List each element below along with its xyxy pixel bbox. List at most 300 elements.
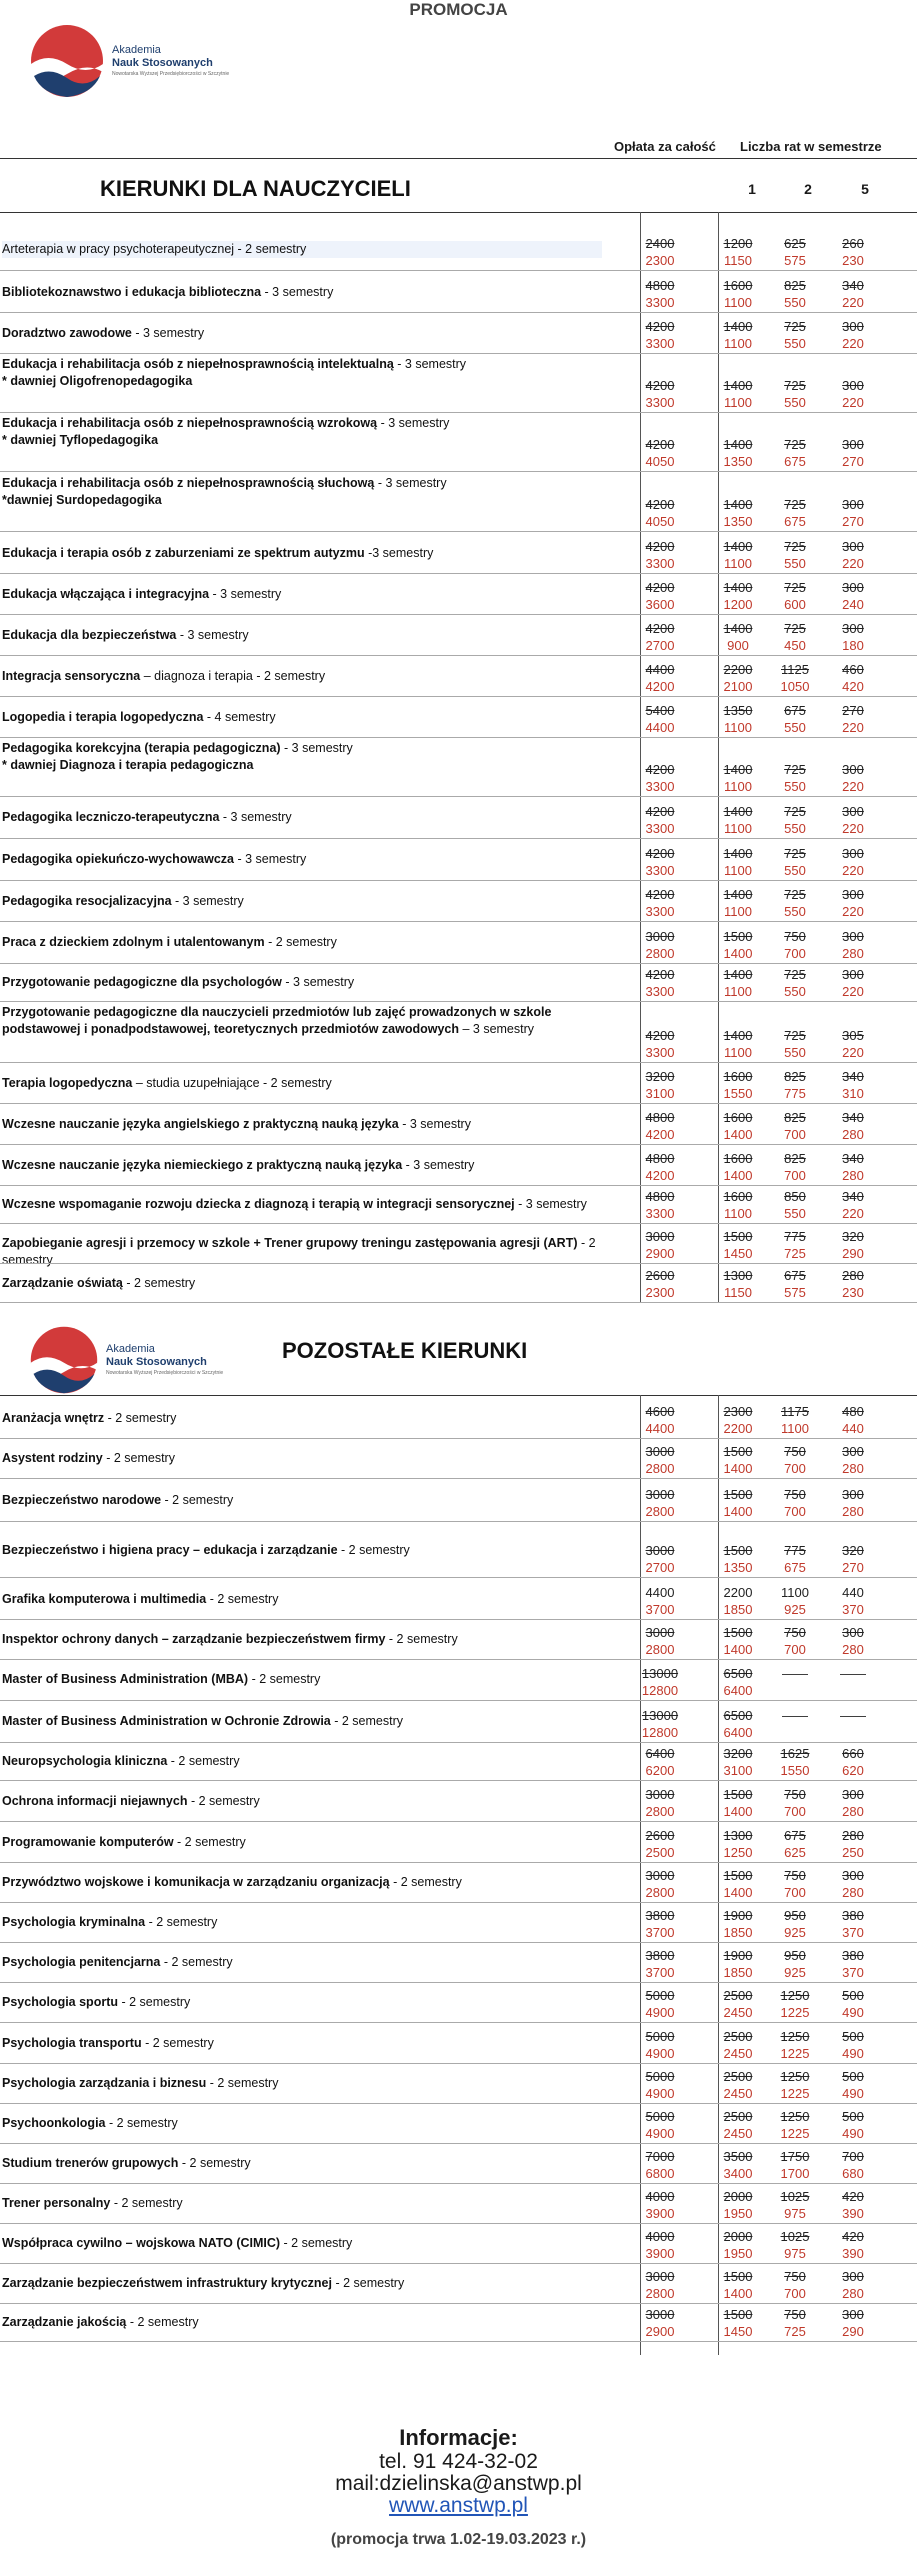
program-row <box>0 1822 917 1862</box>
new-price-installment-2: 550 <box>784 863 806 878</box>
new-price-installment-1: 1100 <box>724 1206 752 1221</box>
old-price-installment-1: 1400 <box>723 497 753 512</box>
program-duration: - 2 semestry <box>280 2235 353 2250</box>
program-row <box>0 1942 917 1982</box>
info-website-link[interactable]: www.anstwp.pl <box>389 2494 528 2517</box>
program-duration: - 2 semestry <box>252 668 326 683</box>
program-title: Bezpieczeństwo i higiena pracy – edukacja i zarządzanie <box>2 1542 338 1557</box>
program-name <box>2 1874 602 1891</box>
program-title: Doradztwo zawodowe <box>2 325 132 340</box>
old-price-total: 5000 <box>645 2069 675 2084</box>
new-price-installment-5: 290 <box>842 2324 864 2339</box>
program-name <box>2 1116 602 1133</box>
old-price-installment-2: 825 <box>784 1151 806 1166</box>
old-price-installment-2: 1250 <box>780 2029 810 2044</box>
program-name <box>2 934 602 951</box>
program-duration: - 3 semestry <box>402 1157 475 1172</box>
new-price-installment-1: 2450 <box>723 2005 753 2020</box>
logo2-line2: Nauk Stosowanych <box>106 1356 207 1369</box>
logo2-line1: Akademia <box>106 1343 155 1356</box>
old-price-total: 13000 <box>641 1666 679 1681</box>
new-price-installment-1: 1400 <box>723 1885 753 1900</box>
program-name <box>2 851 602 868</box>
new-price-installment-1: 1250 <box>723 1845 753 1860</box>
old-price-installment-5: 460 <box>842 662 864 677</box>
new-price-installment-5: 280 <box>842 2286 864 2301</box>
program-row <box>0 656 917 696</box>
old-price-total: 4800 <box>645 278 675 293</box>
program-duration: – 3 semestry <box>459 1022 535 1036</box>
program-row <box>0 1862 917 1902</box>
program-row <box>0 413 917 471</box>
old-price-total: 4200 <box>645 497 675 512</box>
old-price-total: 2600 <box>645 1268 675 1283</box>
old-price-total: 4200 <box>645 887 675 902</box>
old-price-installment-5: 380 <box>842 1948 864 1963</box>
new-price-total: 2300 <box>645 1285 675 1300</box>
program-title: Przygotowanie pedagogiczne dla nauczycieli przedmiotów lub zajęć prowadzonych w szkole podstawowej i ponadpodstawowej, teoretycznych przedmiotów zawodowych <box>2 1005 552 1036</box>
old-price-installment-5: 340 <box>842 1151 864 1166</box>
old-price-installment-5: 500 <box>842 2069 864 2084</box>
old-price-installment-5: 420 <box>842 2189 864 2204</box>
new-price-installment-5: 310 <box>842 1086 864 1101</box>
program-title: Wczesne nauczanie języka angielskiego z praktyczną nauką języka <box>2 1116 399 1131</box>
new-price-installment-1: 6400 <box>723 1725 753 1740</box>
new-price-installment-2: 675 <box>784 1560 806 1575</box>
new-price-installment-1: 1950 <box>723 2246 753 2261</box>
new-price-installment-2: 1100 <box>781 1421 809 1436</box>
program-title: Psychologia transportu <box>2 2035 142 2050</box>
program-name <box>2 1196 602 1213</box>
old-price-installment-2: 1625 <box>780 1746 810 1761</box>
new-price-installment-5: 230 <box>842 1285 864 1300</box>
new-price-installment-2: 775 <box>784 1086 806 1101</box>
program-name <box>2 1542 602 1559</box>
old-price-installment-2: 1250 <box>780 2109 810 2124</box>
program-title: Studium trenerów grupowych <box>2 2155 179 2170</box>
new-price-installment-1: 3100 <box>723 1763 753 1778</box>
new-price-installment-2: 550 <box>784 779 806 794</box>
new-price-installment-5: 680 <box>842 2166 864 2181</box>
program-title: Edukacja i rehabilitacja osób z niepełnosprawnością wzrokową <box>2 416 378 430</box>
new-price-total: 3700 <box>645 1602 675 1617</box>
program-name <box>2 241 602 258</box>
new-price-installment-5: 280 <box>842 1804 864 1819</box>
program-row <box>0 533 917 573</box>
old-price-installment-2: 1750 <box>780 2149 810 2164</box>
new-price-installment-1: 1100 <box>724 336 752 351</box>
old-price-installment-1: 1400 <box>723 319 753 334</box>
old-price-installment-2: 675 <box>784 703 806 718</box>
new-price-total: 2800 <box>645 1504 675 1519</box>
old-price-installment-1: 1900 <box>723 1948 753 1963</box>
program-row <box>0 574 917 614</box>
program-title: Zarządzanie bezpieczeństwem infrastruktury krytycznej <box>2 2275 332 2290</box>
old-price-installment-1: 1400 <box>723 887 753 902</box>
program-former-name: *dawniej Surdopedagogika <box>2 493 162 507</box>
new-price-installment-1: 1150 <box>724 1285 752 1300</box>
new-price-installment-2: 550 <box>784 1206 806 1221</box>
new-price-installment-1: 1200 <box>723 597 753 612</box>
old-price-installment-5: 380 <box>842 1908 864 1923</box>
program-row <box>0 2223 917 2263</box>
old-price-installment-2: 950 <box>784 1908 806 1923</box>
program-row <box>0 881 917 921</box>
program-row <box>0 1104 917 1144</box>
program-duration: - 3 semestry <box>398 1116 471 1131</box>
new-price-total: 4900 <box>645 2126 675 2141</box>
program-name <box>2 586 602 603</box>
old-price-total: 4200 <box>645 967 675 982</box>
program-duration: - 3 semestry <box>261 284 334 299</box>
new-price-installment-1: 1550 <box>723 1086 753 1101</box>
program-name <box>2 1793 602 1810</box>
new-price-installment-1: 1100 <box>724 904 752 919</box>
new-price-installment-1: 1100 <box>724 821 752 836</box>
program-name <box>2 475 602 509</box>
old-price-installment-1: 1500 <box>723 1625 753 1640</box>
old-price-installment-1: 1600 <box>723 1151 753 1166</box>
old-price-installment-1: 1400 <box>723 967 753 982</box>
old-price-installment-1: 3200 <box>723 1746 753 1761</box>
old-price-installment-1: 1300 <box>723 1268 753 1283</box>
program-title: Bibliotekoznawstwo i edukacja biblioteczna <box>2 284 262 299</box>
new-price-total: 12800 <box>641 1725 679 1740</box>
program-name <box>2 627 602 644</box>
old-price-installment-2: 850 <box>784 1189 806 1204</box>
new-price-total: 6800 <box>645 2166 675 2181</box>
section2-top-rule <box>0 1395 917 1396</box>
program-name <box>2 2235 602 2252</box>
old-price-installment-2: 725 <box>784 967 806 982</box>
program-duration: - 2 semestry <box>259 1075 332 1090</box>
program-row <box>0 839 917 880</box>
old-price-total: 3000 <box>645 1229 675 1244</box>
old-price-total: 6400 <box>645 1746 675 1761</box>
program-name <box>2 2035 602 2052</box>
new-price-installment-2: 700 <box>784 1504 806 1519</box>
old-price-installment-5: 300 <box>842 804 864 819</box>
installment-count-1: 1 <box>748 181 756 197</box>
new-price-installment-1: 6400 <box>723 1683 753 1698</box>
section1-title: KIERUNKI DLA NAUCZYCIELI <box>100 176 411 201</box>
program-title: Edukacja i rehabilitacja osób z niepełnosprawnością intelektualną <box>2 357 394 371</box>
new-price-total: 3300 <box>645 1045 675 1060</box>
old-price-total: 3000 <box>645 1787 675 1802</box>
old-price-installment-2: 750 <box>784 929 806 944</box>
old-price-total: 5000 <box>645 1988 675 2003</box>
program-duration: - 3 semestry <box>219 810 292 824</box>
program-duration: - 2 semestry <box>206 1591 279 1606</box>
old-price-total: 4800 <box>645 1110 675 1125</box>
old-price-installment-1: 1400 <box>723 437 753 452</box>
old-price-installment-5: —— <box>840 1708 866 1723</box>
new-price-installment-1: 1400 <box>723 1461 753 1476</box>
new-price-installment-5: 220 <box>842 395 864 410</box>
program-title: Ochrona informacji niejawnych <box>2 1793 188 1808</box>
program-title: Psychologia sportu <box>2 1994 118 2009</box>
old-price-installment-1: 1500 <box>723 1868 753 1883</box>
program-title: Psychologia zarządzania i biznesu <box>2 2075 207 2090</box>
installments-column-header: Liczba rat w semestrze <box>740 139 882 154</box>
program-title: Pedagogika opiekuńczo-wychowawcza <box>2 852 235 866</box>
program-duration: - 2 semestry <box>160 1954 233 1969</box>
old-price-installment-1: 1400 <box>723 1028 753 1043</box>
new-price-total: 3300 <box>645 295 675 310</box>
program-duration: - 2 semestry <box>331 2275 405 2290</box>
program-title: Zarządzanie jakością <box>2 2314 127 2329</box>
program-row <box>0 697 917 737</box>
program-row <box>0 313 917 353</box>
new-price-installment-1: 1400 <box>723 1504 753 1519</box>
old-price-installment-5: 300 <box>842 887 864 902</box>
program-duration: - 2 semestry <box>167 1753 240 1768</box>
new-price-installment-2: 725 <box>784 2324 806 2339</box>
program-name <box>2 1075 602 1092</box>
program-name <box>2 545 602 562</box>
new-price-total: 3300 <box>645 1206 675 1221</box>
program-row <box>0 354 917 412</box>
old-price-total: 2400 <box>645 236 675 251</box>
old-price-installment-2: 725 <box>784 497 806 512</box>
new-price-installment-1: 1400 <box>723 946 753 961</box>
old-price-installment-2: 750 <box>784 1625 806 1640</box>
new-price-installment-1: 1100 <box>724 556 752 571</box>
old-price-installment-2: 750 <box>784 1487 806 1502</box>
program-name <box>2 1275 602 1292</box>
old-price-installment-1: 2500 <box>723 2069 753 2084</box>
new-price-installment-5: 490 <box>842 2086 864 2101</box>
new-price-installment-5: 220 <box>842 720 864 735</box>
program-title: Trener personalny <box>2 2195 111 2210</box>
old-price-installment-1: 2000 <box>723 2189 753 2204</box>
old-price-total: 4200 <box>645 621 675 636</box>
program-name <box>2 2115 602 2132</box>
old-price-installment-5: 300 <box>842 762 864 777</box>
new-price-total: 3100 <box>645 1086 675 1101</box>
program-title: Psychoonkologia <box>2 2115 106 2130</box>
row-separator <box>0 270 917 271</box>
installment-count-5: 5 <box>861 181 869 197</box>
old-price-installment-1: 3500 <box>723 2149 753 2164</box>
program-title: Pedagogika resocjalizacyjna <box>2 893 172 908</box>
old-price-installment-2: 675 <box>784 1828 806 1843</box>
old-price-installment-2: 750 <box>784 2307 806 2322</box>
old-price-installment-1: 2500 <box>723 2029 753 2044</box>
program-row <box>0 272 917 312</box>
info-title: Informacje: <box>399 2425 518 2450</box>
old-price-installment-2: 725 <box>784 319 806 334</box>
old-price-installment-2: 725 <box>784 437 806 452</box>
new-price-total: 2500 <box>645 1845 675 1860</box>
logo-tagline: Nowotarska Wyższej Przedsiębiorczości w Szczytnie <box>112 70 230 77</box>
academy-logo-icon-2 <box>28 1324 100 1396</box>
new-price-installment-5: 220 <box>842 863 864 878</box>
new-price-installment-5: 390 <box>842 2206 864 2221</box>
new-price-installment-5: 220 <box>842 556 864 571</box>
new-price-total: 3700 <box>645 1925 675 1940</box>
program-name <box>2 1954 602 1971</box>
old-price-total: 4400 <box>645 662 675 677</box>
program-row <box>0 1145 917 1185</box>
program-duration: - 2 semestry <box>102 1450 175 1465</box>
program-name <box>2 2075 602 2092</box>
old-price-total: 3000 <box>645 1444 675 1459</box>
old-price-installment-5: 270 <box>842 703 864 718</box>
program-former-name: * dawniej Diagnoza i terapia pedagogiczna <box>2 758 254 772</box>
program-name <box>2 809 602 826</box>
old-price-installment-5: 340 <box>842 1189 864 1204</box>
old-price-installment-2: 825 <box>784 1069 806 1084</box>
new-price-total: 4400 <box>645 720 675 735</box>
new-price-total: 3300 <box>645 556 675 571</box>
old-price-total: 4000 <box>645 2189 675 2204</box>
old-price-total: 2600 <box>645 1828 675 1843</box>
program-duration: - 2 semestry <box>105 2115 178 2130</box>
program-title: Bezpieczeństwo narodowe <box>2 1492 162 1507</box>
new-price-installment-1: 1850 <box>723 1925 753 1940</box>
info-phone: tel. 91 424-32-02 <box>379 2450 538 2473</box>
new-price-total: 2800 <box>645 2286 675 2301</box>
new-price-installment-2: 550 <box>784 821 806 836</box>
new-price-total: 3600 <box>645 597 675 612</box>
program-duration: - 3 semestry <box>234 852 307 866</box>
new-price-installment-1: 1850 <box>723 1965 753 1980</box>
old-price-installment-5: 305 <box>842 1028 864 1043</box>
row-separator <box>0 531 917 532</box>
old-price-installment-2: 1025 <box>780 2229 810 2244</box>
row-separator <box>0 1577 917 1578</box>
program-title: Master of Business Administration w Ochronie Zdrowia <box>2 1714 331 1728</box>
header-rule <box>0 158 917 159</box>
program-row <box>0 1438 917 1478</box>
new-price-installment-5: 390 <box>842 2246 864 2261</box>
old-price-installment-5: 480 <box>842 1404 864 1419</box>
info-mail[interactable]: mail:dzielinska@anstwp.pl <box>335 2472 582 2495</box>
new-price-installment-5: 290 <box>842 1246 864 1261</box>
new-price-total: 3300 <box>645 821 675 836</box>
program-row <box>0 1742 917 1780</box>
program-row <box>0 1398 917 1438</box>
old-price-installment-2: 950 <box>784 1948 806 1963</box>
program-former-name: * dawniej Tyflopedagogika <box>2 433 159 447</box>
old-price-total: 4000 <box>645 2229 675 2244</box>
new-price-installment-1: 1950 <box>723 2206 753 2221</box>
program-title: Przygotowanie pedagogiczne dla psychologów <box>2 975 282 989</box>
program-name <box>2 1834 602 1851</box>
program-duration: - 2 semestry <box>110 2195 183 2210</box>
old-price-installment-1: 2000 <box>723 2229 753 2244</box>
program-row <box>0 1264 917 1302</box>
new-price-installment-5: 490 <box>842 2005 864 2020</box>
new-price-total: 3300 <box>645 779 675 794</box>
new-price-installment-5: 280 <box>842 1642 864 1657</box>
new-price-installment-5: 440 <box>842 1421 864 1436</box>
old-price-installment-2: 775 <box>784 1229 806 1244</box>
old-price-total: 3000 <box>645 2307 675 2322</box>
new-price-installment-2: 1225 <box>780 2086 810 2101</box>
new-price-installment-2: 725 <box>784 1246 806 1261</box>
program-title: Neuropsychologia kliniczna <box>2 1753 168 1768</box>
new-price-total: 2800 <box>645 946 675 961</box>
new-price-installment-1: 1400 <box>723 1642 753 1657</box>
old-price-total: 5000 <box>645 2029 675 2044</box>
program-name <box>2 1914 602 1931</box>
new-price-installment-1: 1100 <box>724 295 752 310</box>
program-duration: - 2 semestry <box>173 1834 246 1849</box>
new-price-total: 3900 <box>645 2246 675 2261</box>
old-price-installment-1: 2500 <box>723 2109 753 2124</box>
new-price-installment-5: 280 <box>842 1885 864 1900</box>
program-row <box>0 1781 917 1821</box>
promo-label: PROMOCJA <box>409 0 508 19</box>
new-price-total: 2700 <box>645 638 675 653</box>
new-price-installment-5: 370 <box>842 1965 864 1980</box>
program-title: Psychologia kryminalna <box>2 1914 146 1929</box>
new-price-installment-2: 700 <box>784 1885 806 1900</box>
new-price-installment-1: 2450 <box>723 2086 753 2101</box>
old-price-installment-1: 1500 <box>723 2307 753 2322</box>
program-title: Arteterapia w pracy psychoterapeutycznej <box>2 241 235 256</box>
new-price-installment-1: 2450 <box>723 2126 753 2141</box>
row-separator <box>0 1521 917 1522</box>
program-name <box>2 1157 602 1174</box>
new-price-installment-1: 1100 <box>724 395 752 410</box>
new-price-total: 2800 <box>645 1642 675 1657</box>
old-price-installment-5: 280 <box>842 1828 864 1843</box>
row-separator <box>0 2341 917 2342</box>
program-title: Zapobieganie agresji i przemocy w szkole + Trener grupowy treningu zastępowania agresji (ART) <box>2 1236 578 1250</box>
program-duration: -3 semestry <box>364 545 434 560</box>
program-row <box>0 1523 917 1577</box>
program-title: Edukacja dla bezpieczeństwa <box>2 627 177 642</box>
program-row <box>0 228 917 270</box>
program-title: Edukacja włączająca i integracyjna <box>2 586 210 601</box>
old-price-total: 4800 <box>645 1189 675 1204</box>
program-name <box>2 893 602 910</box>
new-price-installment-2: 550 <box>784 295 806 310</box>
new-price-installment-5: 250 <box>842 1845 864 1860</box>
program-subtitle: – diagnoza i terapia <box>140 668 253 683</box>
program-duration: - 2 semestry <box>104 1410 177 1425</box>
new-price-installment-5: 220 <box>842 821 864 836</box>
program-title: Psychologia penitencjarna <box>2 1954 161 1969</box>
program-name <box>2 1450 602 1467</box>
new-price-installment-5: 280 <box>842 1504 864 1519</box>
new-price-installment-1: 1450 <box>723 2324 753 2339</box>
logo-line2: Nauk Stosowanych <box>112 57 213 70</box>
new-price-installment-1: 1400 <box>723 1168 753 1183</box>
new-price-total: 4050 <box>645 514 675 529</box>
old-price-installment-2: 725 <box>784 1028 806 1043</box>
old-price-total: 4200 <box>645 804 675 819</box>
new-price-installment-2: 1050 <box>780 679 810 694</box>
old-price-installment-1: 2500 <box>723 1988 753 2003</box>
new-price-total: 4400 <box>645 1421 675 1436</box>
program-row <box>0 1902 917 1942</box>
program-name <box>2 1631 602 1648</box>
new-price-installment-5: 220 <box>842 984 864 999</box>
old-price-installment-5: 260 <box>842 236 864 251</box>
new-price-installment-5: 280 <box>842 1461 864 1476</box>
new-price-installment-5: 370 <box>842 1925 864 1940</box>
new-price-installment-5: 230 <box>842 253 864 268</box>
new-price-total: 3900 <box>645 2206 675 2221</box>
old-price-installment-2: —— <box>782 1666 808 1681</box>
old-price-total: 5000 <box>645 2109 675 2124</box>
new-price-installment-1: 1400 <box>723 2286 753 2301</box>
old-price-installment-2: 750 <box>784 1787 806 1802</box>
